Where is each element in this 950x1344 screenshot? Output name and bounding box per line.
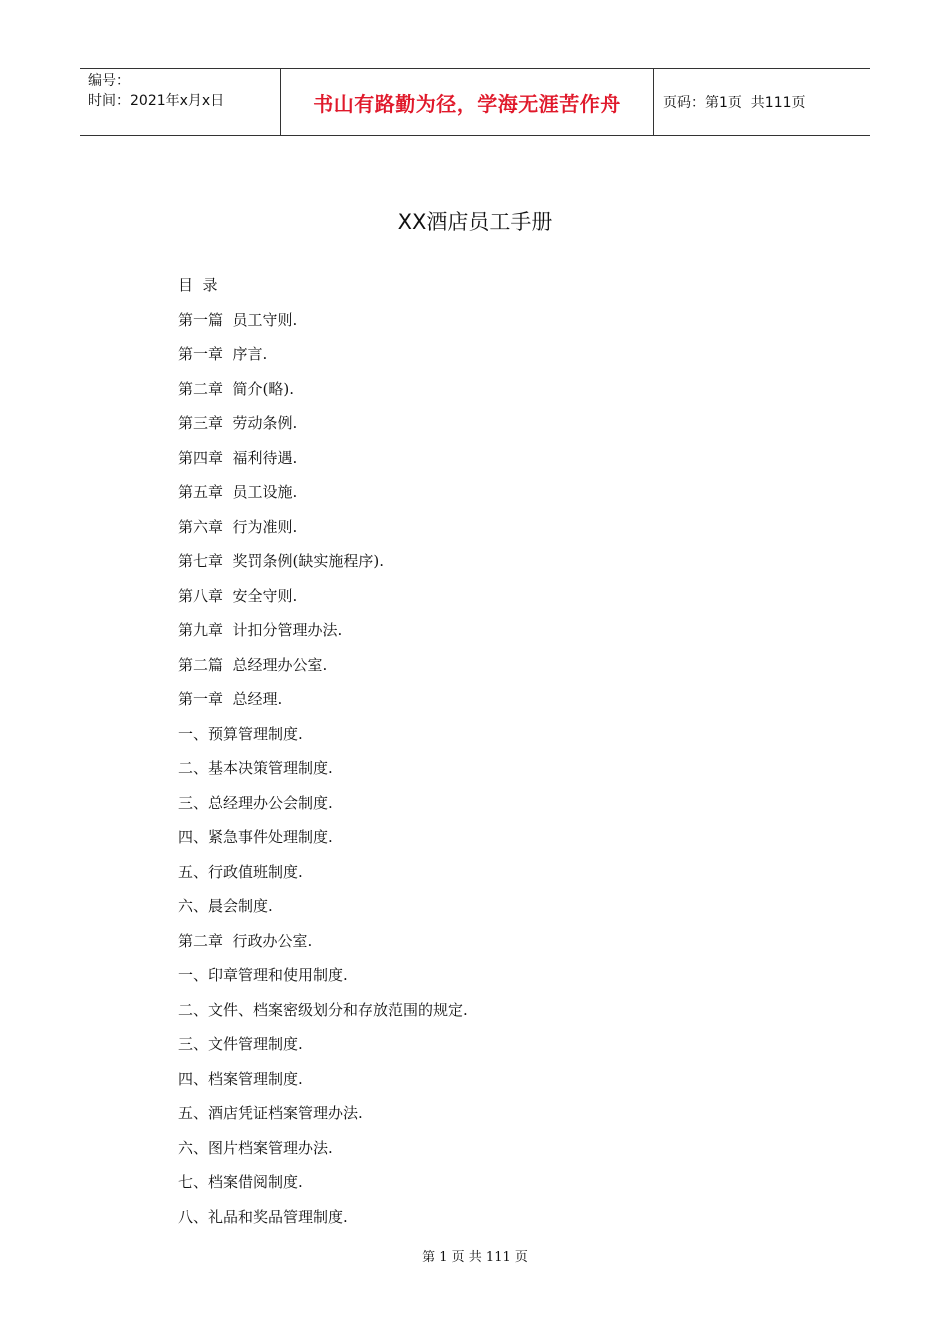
toc-entry: 五、酒店凭证档案管理办法. bbox=[178, 1104, 363, 1122]
toc-entry: 第七章 奖罚条例(缺实施程序). bbox=[178, 552, 385, 570]
toc-entry: 第九章 计扣分管理办法. bbox=[178, 621, 343, 639]
toc-entry: 二、基本决策管理制度. bbox=[178, 759, 333, 777]
toc-entry: 八、礼品和奖品管理制度. bbox=[178, 1207, 348, 1226]
toc-entry: 第三章 劳动条例. bbox=[178, 414, 298, 432]
toc-entry: 第二章 行政办公室. bbox=[178, 931, 313, 950]
toc-entry: 第一章 总经理. bbox=[178, 690, 283, 708]
toc-entry: 第一章 序言. bbox=[178, 345, 268, 363]
header-page-cell bbox=[654, 69, 870, 135]
toc-entry: 一、印章管理和使用制度. bbox=[178, 966, 348, 984]
document-title: XX酒店员工手册 bbox=[397, 210, 553, 234]
header-motto-cell bbox=[281, 69, 654, 135]
toc-entry: 第六章 行为准则. bbox=[178, 517, 298, 536]
toc-entry: 二、文件、档案密级划分和存放范围的规定. bbox=[178, 1000, 468, 1019]
header-page-info: 页码：第1页 共111页 bbox=[663, 95, 806, 111]
toc-entry: 六、图片档案管理办法. bbox=[178, 1138, 333, 1157]
toc-entry: 三、总经理办公会制度. bbox=[178, 793, 333, 812]
toc-entry: 第四章 福利待遇. bbox=[178, 448, 298, 467]
toc-entry: 一、预算管理制度. bbox=[178, 724, 303, 743]
document-time-label: 时间：2021年x月x日 bbox=[88, 93, 225, 109]
toc-entry: 五、行政值班制度. bbox=[178, 862, 303, 881]
toc-entry: 七、档案借阅制度. bbox=[178, 1173, 303, 1191]
table-of-contents bbox=[178, 272, 468, 1238]
toc-heading: 目 录 bbox=[178, 276, 218, 294]
toc-entry: 六、晨会制度. bbox=[178, 897, 273, 915]
toc-entry: 四、档案管理制度. bbox=[178, 1069, 303, 1088]
toc-entry: 第二篇 总经理办公室. bbox=[178, 655, 328, 674]
header-motto: 书山有路勤为径，学海无涯苦作舟 bbox=[313, 91, 621, 116]
document-number-label: 编号： bbox=[88, 73, 130, 89]
page-footer: 第 1 页 共 111 页 bbox=[422, 1250, 528, 1265]
toc-entry: 三、文件管理制度. bbox=[178, 1035, 303, 1053]
page-header bbox=[80, 68, 870, 136]
toc-entry: 第五章 员工设施. bbox=[178, 483, 298, 501]
header-meta-cell bbox=[80, 69, 281, 135]
toc-entry: 四、紧急事件处理制度. bbox=[178, 828, 333, 846]
toc-entry: 第八章 安全守则. bbox=[178, 586, 298, 605]
toc-entry: 第一篇 员工守则. bbox=[178, 310, 298, 329]
toc-entry: 第二章 简介(略). bbox=[178, 379, 295, 398]
